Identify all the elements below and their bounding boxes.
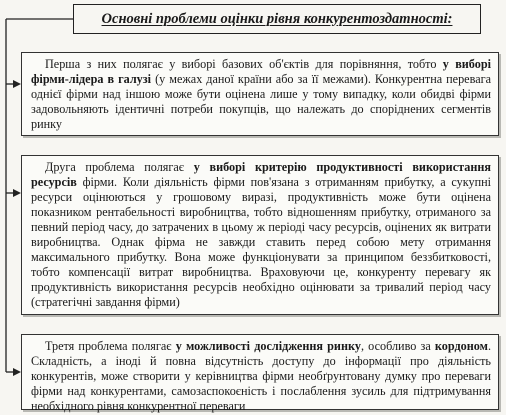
emphasis: у виборі критерію продуктивності використання ресурсів: [31, 160, 491, 189]
emphasis: у виборі фірми-лідера в галузі: [31, 57, 491, 86]
first-problem-box: [21, 52, 499, 136]
second-problem-text: Друга проблема полягає у виборі критерію продуктивності використання ресурсів фірми. Коли діяльність фірми пов'язана з отриманням прибутку, а сукупні ресурси оцінюються у грошовому виразі, продуктивність може бути оцінена показником рентабельності виробництва, тобто відношенням прибутку, отриманого за певний період часу, до затрачених в цьому ж періоді часу ресурсів, оцінених як витрати виробництва. Однак фірма не завжди ставить перед собою мету отримання максимального прибутку. Вона може функціонувати за принципом беззбитковості, тобто компенсації витрат виробництва. Враховуючи це, конкуренту перевагу як продуктивність використання ресурсів необхідно оцінювати за тривалий період часу (стратегічні завдання фірми): [31, 160, 491, 309]
emphasis: у можливості дослідження ринку: [175, 339, 361, 353]
first-problem-text: Перша з них полягає у виборі базових об'єктів для порівняння, тобто у виборі фірми-лідера в галузі (у межах даної країни або за її межами). Конкурентна перевага однієї фірми над іншою може бути оцінена лише у тому випадку, коли обидві фірми задовольняють ідентичні потреби покупців, що належать до споріднених сегментів ринку: [31, 57, 492, 131]
diagram-title: Основні проблеми оцінки рівня конкурентоздатності:: [101, 10, 453, 27]
second-problem-box: [21, 155, 499, 315]
arrow-icon: [13, 368, 21, 376]
emphasis: кордоном: [434, 339, 488, 353]
diagram-title-box: [73, 4, 481, 34]
third-problem-box: [21, 334, 499, 413]
arrow-icon: [13, 80, 21, 88]
arrow-icon: [13, 189, 21, 197]
third-problem-text: Третя проблема полягає у можливості дослідження ринку, особливо за кордоном. Складність, а іноді й повна відсутність доступу до інформації про діяльність конкурентів, може створити у керівництва фірми необґрунтовану думку про переваги фірми над конкурентами, самозаспокоєність і послаблення зусиль для підтримування необхідного рівня конкурентної переваги: [31, 339, 491, 413]
